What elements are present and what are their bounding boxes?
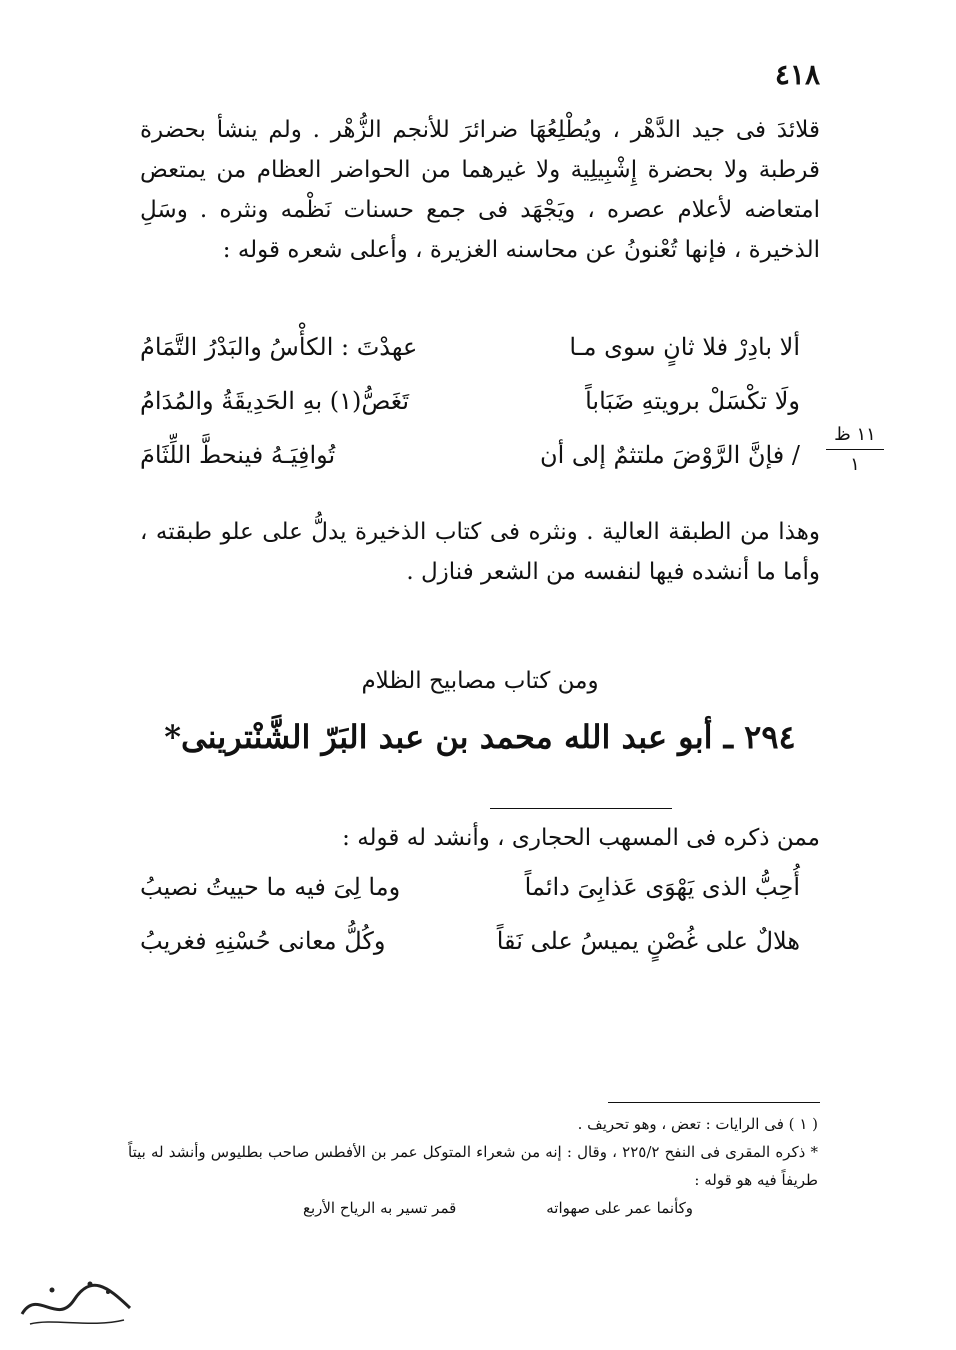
verse-first-hemistich: ولَا تكْسَلْ برويتهِ ضَبَاباً — [585, 387, 800, 415]
verse-first-hemistich: أُحِبُّ الذى يَهْوَى عَذابِىَ دائماً — [524, 873, 800, 901]
verse-first-hemistich: هلالٌ على غُصْنٍ يميسُ على نَقاً — [496, 927, 800, 955]
verse-second-hemistich: تُوافِيَـهُ فينحطَّ اللِّثَامَ — [140, 441, 336, 469]
footnote-verse — [258, 1194, 738, 1222]
footnotes — [128, 1110, 818, 1222]
footnote-1: ( ١ ) فى الرايات : تعض ، وهو تحريف . — [577, 1115, 818, 1133]
verse-block-2 — [140, 860, 800, 968]
publisher-logo-icon — [12, 1268, 142, 1336]
verse-block-1 — [140, 320, 800, 482]
verse-second-hemistich: وما لِىَ فيه ما حييتُ نصيبُ — [140, 873, 401, 901]
folio-number: ١١ ظ — [834, 424, 876, 445]
verse-first-hemistich: / فإنَّ الرَّوْضَ ملتثمٌ إلى أن — [539, 441, 800, 469]
verse-line — [140, 320, 800, 374]
footnote-divider — [608, 1102, 820, 1103]
verse-line — [140, 428, 800, 482]
manuscript-folio-note — [820, 424, 890, 475]
verse-line — [140, 374, 800, 428]
paragraph-entry: ممن ذكره فى المسهب الحجارى ، وأنشد له قوله : — [342, 825, 820, 851]
verse-line — [140, 860, 800, 914]
verse-line — [140, 914, 800, 968]
verse-first-hemistich: ألا بادِرْ فلا ثانٍ سوى مـا — [569, 333, 800, 361]
verse-second-hemistich: تَغَصُّ(١) بهِ الحَدِيقَةُ والمُدَامُ — [140, 387, 410, 415]
page-number: ٤١٨ — [774, 58, 820, 91]
entry-heading: ٢٩٤ ـ أبو عبد الله محمد بن عبد البَرّ الشَّنْترينى* — [164, 718, 796, 756]
footnote-2: * ذكره المقرى فى النفح ٢٢٥/٢ ، وقال : إنه من شعراء المتوكل عمر بن الأفطس صاحب بطليوس وأنشد له بيتاً طريفاً فيه هو قوله : — [128, 1143, 818, 1189]
verse-second-hemistich: عهدْتَ : الكأْسُ والبَدْرُ التَّمَامُ — [140, 333, 418, 361]
footnote-verse-first: وكأنما عمر على صهواته — [546, 1199, 694, 1217]
paragraph-intro: قلائدَ فى جيد الدَّهْر ، ويُطْلِعُهَا ضرائرَ للأنجم الزُّهْر . ولم ينشأ بحضرة قرطبة ولا بحضرة إِشْبِيلِية ولا غيرهما من الحواضر العظام من يمتعض امتعاضه لأعلام عصره ، ويَجْهَد فى جمع حسنات نَظْمه ونثره . وسَلِ الذخيرة ، فإنها تُعْنونُ عن محاسنه الغزيرة ، وأعلى شعره قوله : — [140, 117, 820, 263]
folio-line: ١ — [850, 454, 860, 475]
verse-second-hemistich: وكُلُّ معانى حُسْنِهِ فغريبُ — [140, 927, 386, 955]
folio-divider — [826, 449, 884, 450]
source-subheading: ومن كتاب مصابيح الظلام — [361, 668, 599, 694]
footnote-verse-second: قمر تسير به الرياح الأربع — [302, 1199, 457, 1217]
paragraph-assessment: وهذا من الطبقة العالية . ونثره فى كتاب الذخيرة يدلُّ على علو طبقته ، وأما ما أنشده فيها لنفسه من الشعر فنازل . — [140, 519, 820, 585]
heading-divider — [490, 808, 672, 809]
